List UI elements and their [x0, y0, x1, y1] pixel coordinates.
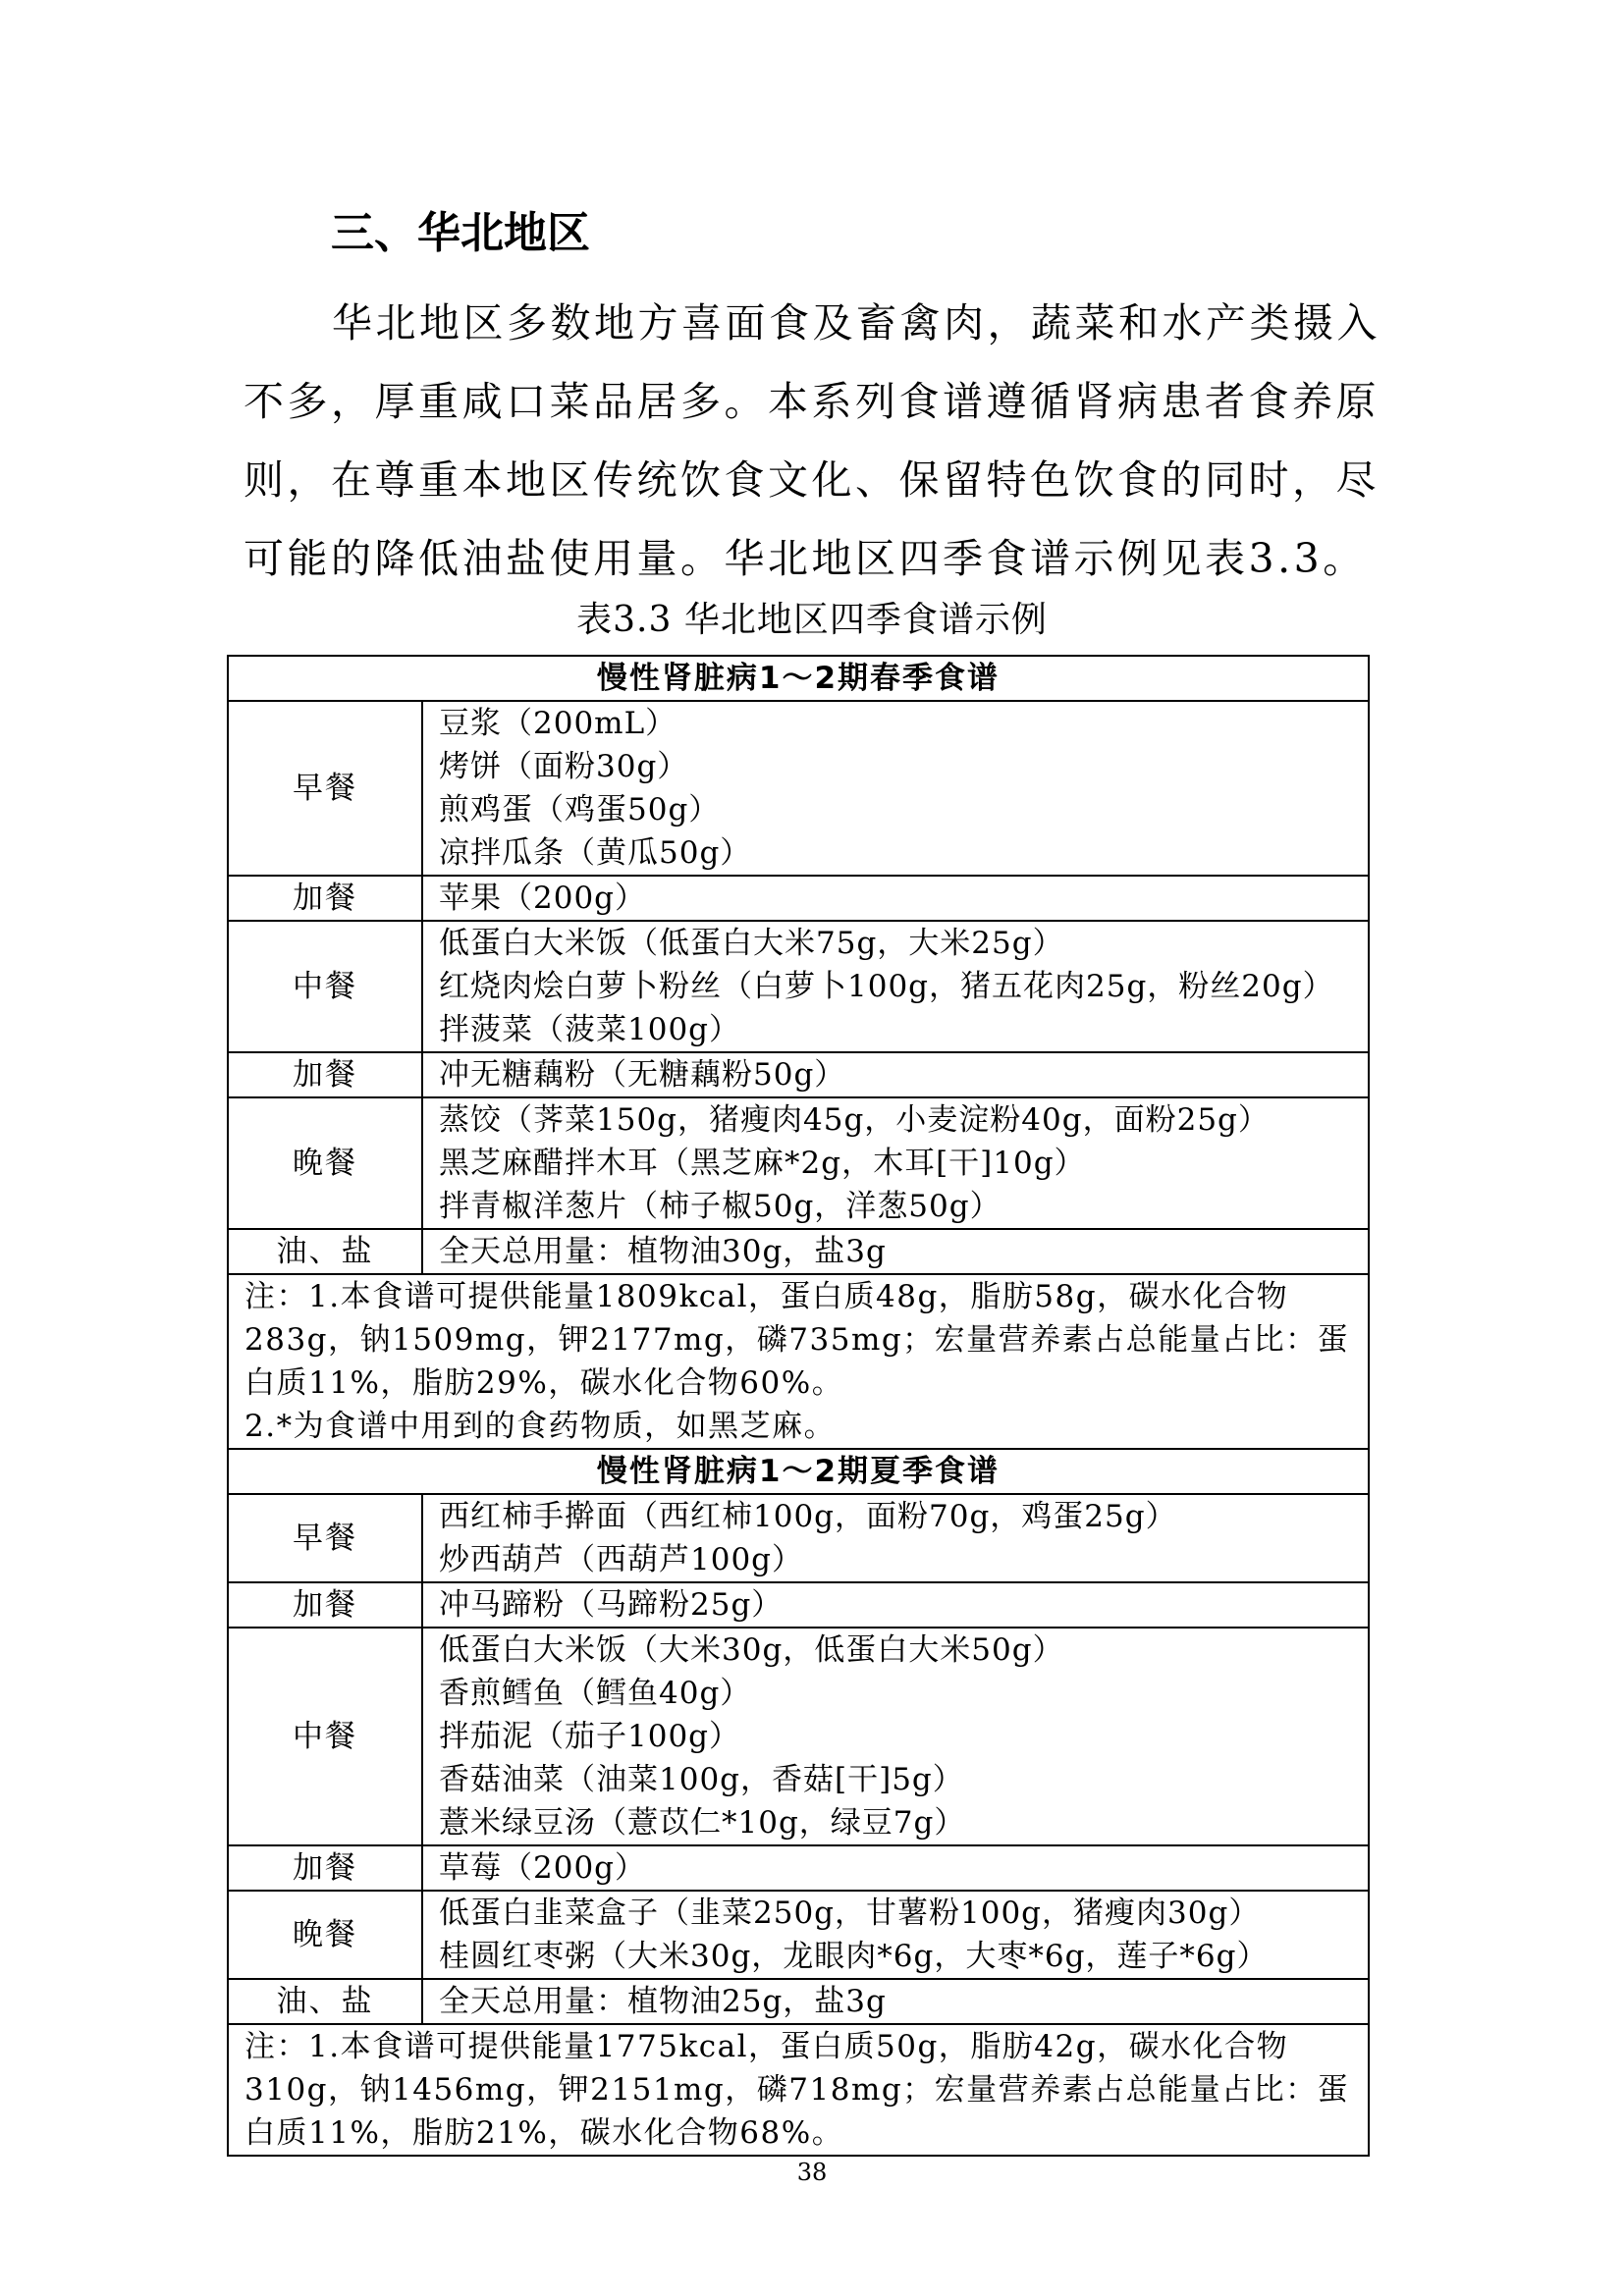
menu-item: 香煎鳕鱼（鳕鱼40g） — [439, 1676, 752, 1711]
table-row — [228, 1494, 1369, 1582]
menu-item: 凉拌瓜条（黄瓜50g） — [439, 835, 752, 871]
menu-item: 黑芝麻醋拌木耳（黑芝麻*2g，木耳[干]10g） — [439, 1146, 1086, 1181]
meal-items — [422, 1628, 1369, 1845]
table-row — [228, 1052, 1369, 1097]
table-row — [228, 1979, 1369, 2024]
spring-title: 慢性肾脏病1～2期春季食谱 — [228, 656, 1369, 701]
meal-name: 中餐 — [228, 1628, 422, 1845]
menu-item: 全天总用量：植物油25g，盐3g — [439, 1984, 887, 2019]
page-number: 38 — [796, 2159, 828, 2186]
menu-item: 苹果（200g） — [439, 881, 647, 916]
menu-item: 桂圆红枣粥（大米30g，龙眼肉*6g，大枣*6g，莲子*6g） — [439, 1939, 1269, 1974]
menu-item: 全天总用量：植物油30g，盐3g — [439, 1234, 887, 1269]
menu-item: 炒西葫芦（西葫芦100g） — [439, 1542, 804, 1577]
spring-title-row — [228, 656, 1369, 701]
menu-item: 草莓（200g） — [439, 1850, 647, 1886]
meal-items — [422, 1229, 1369, 1274]
note-text: 2.*为食谱中用到的食药物质，如黑芝麻。 — [244, 1409, 837, 1444]
table-row — [228, 876, 1369, 921]
meal-items — [422, 921, 1369, 1052]
menu-item: 冲马蹄粉（马蹄粉25g） — [439, 1587, 784, 1623]
meal-name: 加餐 — [228, 1582, 422, 1628]
menu-item: 红烧肉烩白萝卜粉丝（白萝卜100g，猪五花肉25g，粉丝20g） — [439, 969, 1334, 1004]
table-caption: 表3.3 华北地区四季食谱示例 — [576, 600, 1048, 640]
table-row — [228, 1582, 1369, 1628]
menu-item: 煎鸡蛋（鸡蛋50g） — [439, 792, 721, 828]
meal-items — [422, 1891, 1369, 1979]
menu-item: 蒸饺（荠菜150g，猪瘦肉45g，小麦淀粉40g，面粉25g） — [439, 1102, 1270, 1138]
menu-item: 冲无糖藕粉（无糖藕粉50g） — [439, 1057, 846, 1093]
spring-notes — [228, 1274, 1369, 1449]
meal-name: 晚餐 — [228, 1891, 422, 1979]
intro-paragraph: 华北地区多数地方喜面食及畜禽肉，蔬菜和水产类摄入不多，厚重咸口菜品居多。本系列食谱遵循肾病患者食养原则，在尊重本地区传统饮食文化、保留特色饮食的同时，尽可能的降低油盐使用量。华北地区四季食谱示例见表3.3。 — [244, 299, 1380, 582]
menu-item: 薏米绿豆汤（薏苡仁*10g，绿豆7g） — [439, 1805, 966, 1841]
summer-title-row — [228, 1449, 1369, 1494]
menu-item: 低蛋白大米饭（大米30g，低蛋白大米50g） — [439, 1632, 1064, 1668]
meal-items — [422, 1582, 1369, 1628]
meal-name: 早餐 — [228, 701, 422, 876]
diet-table — [227, 655, 1370, 2157]
summer-title: 慢性肾脏病1～2期夏季食谱 — [228, 1449, 1369, 1494]
menu-item: 西红柿手擀面（西红柿100g，面粉70g，鸡蛋25g） — [439, 1499, 1177, 1534]
meal-name: 油、盐 — [228, 1229, 422, 1274]
table-row — [228, 921, 1369, 1052]
meal-items — [422, 1845, 1369, 1891]
meal-items — [422, 1097, 1369, 1229]
menu-item: 拌青椒洋葱片（柿子椒50g，洋葱50g） — [439, 1189, 1001, 1224]
meal-items — [422, 701, 1369, 876]
summer-notes — [228, 2024, 1369, 2156]
meal-name: 晚餐 — [228, 1097, 422, 1229]
table-row — [228, 1891, 1369, 1979]
menu-item: 豆浆（200mL） — [439, 706, 677, 741]
menu-item: 低蛋白大米饭（低蛋白大米75g，大米25g） — [439, 926, 1064, 961]
menu-item: 拌菠菜（菠菜100g） — [439, 1012, 741, 1047]
table-row — [228, 1628, 1369, 1845]
table-row — [228, 701, 1369, 876]
meal-items — [422, 1979, 1369, 2024]
meal-name: 中餐 — [228, 921, 422, 1052]
meal-name: 早餐 — [228, 1494, 422, 1582]
summer-notes-row — [228, 2024, 1369, 2156]
meal-name: 加餐 — [228, 876, 422, 921]
meal-items — [422, 1052, 1369, 1097]
menu-item: 低蛋白韭菜盒子（韭菜250g，甘薯粉100g，猪瘦肉30g） — [439, 1896, 1261, 1931]
spring-notes-row — [228, 1274, 1369, 1449]
table-row — [228, 1097, 1369, 1229]
meal-name: 加餐 — [228, 1052, 422, 1097]
table-row — [228, 1229, 1369, 1274]
meal-items — [422, 876, 1369, 921]
table-row — [228, 1845, 1369, 1891]
note-text: 注：1.本食谱可提供能量1775kcal，蛋白质50g，脂肪42g，碳水化合物310g，钠1456mg，钾2151mg，磷718mg；宏量营养素占总能量占比：蛋白质11%，脂肪21%，碳水化合物68%。 — [244, 2029, 1350, 2151]
meal-name: 油、盐 — [228, 1979, 422, 2024]
menu-item: 拌茄泥（茄子100g） — [439, 1719, 741, 1754]
menu-item: 香菇油菜（油菜100g，香菇[干]5g） — [439, 1762, 964, 1797]
note-text: 注：1.本食谱可提供能量1809kcal，蛋白质48g，脂肪58g，碳水化合物283g，钠1509mg，钾2177mg，磷735mg；宏量营养素占总能量占比：蛋白质11%，脂肪29%，碳水化合物60%。 — [244, 1279, 1350, 1401]
meal-name: 加餐 — [228, 1845, 422, 1891]
section-heading: 三、华北地区 — [331, 208, 590, 258]
meal-items — [422, 1494, 1369, 1582]
menu-item: 烤饼（面粉30g） — [439, 749, 689, 784]
